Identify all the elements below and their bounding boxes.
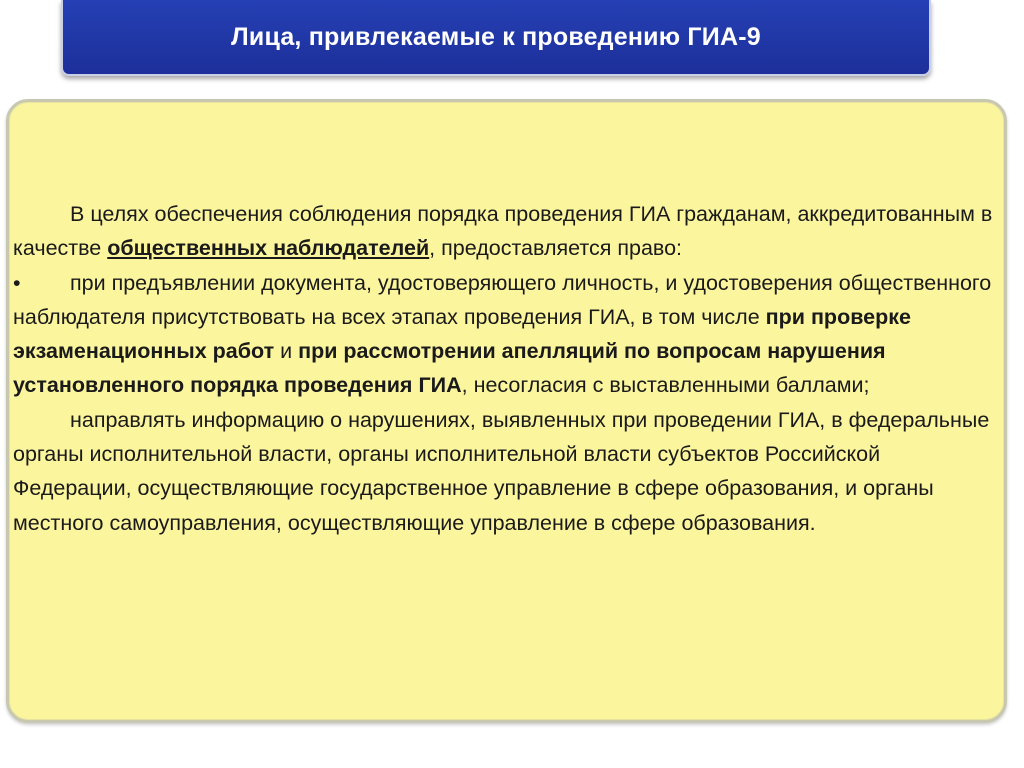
bullet-bold-exam-check: при проверке экзаменационных работ	[13, 304, 911, 364]
bullet-text-part3: , несогласия с выставленными баллами;	[461, 373, 870, 398]
bullet-paragraph	[13, 266, 1003, 403]
intro-paragraph	[13, 197, 1003, 266]
report-paragraph	[13, 403, 1003, 540]
body-text	[13, 197, 1003, 540]
report-text: направлять информацию о нарушениях, выявленных при проведении ГИА, в федеральные органы исполнительной власти, органы исполнительной власти субъектов Российской Федерации, осуществляющие государственное управление в сфере образования, и органы местного самоуправления, осуществляющие управление в сфере образования.	[13, 407, 990, 535]
bullet-icon: •	[13, 270, 21, 295]
bullet-text-part2: и	[274, 339, 299, 364]
public-observers-emphasis: общественных наблюдателей	[107, 236, 430, 261]
bullet-text-part1: при предъявлении документа, удостоверяющего личность, и удостоверения общественного наблюдателя присутствовать на всех этапах проведения ГИА, в том числе	[13, 270, 992, 329]
bullet-bold-appeals: при рассмотрении апелляций по вопросам нарушения установленного порядка проведения ГИА	[13, 339, 886, 398]
intro-text-start: В целях обеспечения соблюдения порядка проведения ГИА гражданам, аккредитованным в качестве	[13, 202, 993, 261]
intro-text-end: , предоставляется право:	[429, 236, 683, 261]
slide-title-bar	[61, 0, 931, 76]
slide-title: Лица, привлекаемые к проведению ГИА-9	[231, 22, 761, 51]
